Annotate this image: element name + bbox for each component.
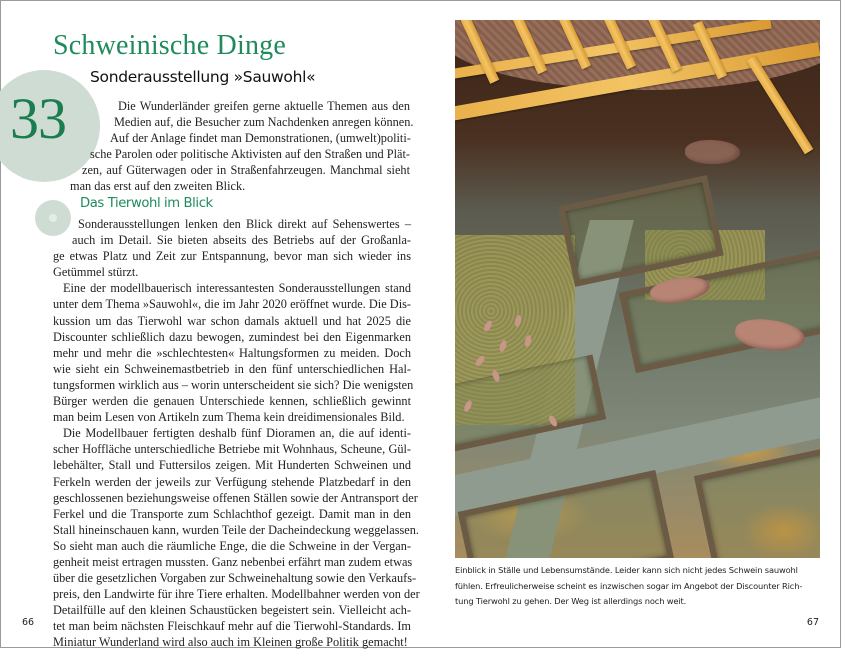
text-line: mehr und mehr die »schlechtesten« Haltungsformen zu meiden. Doch — [53, 345, 411, 360]
text-line: tet man beim nächsten Fleischkauf mehr auf die Tierwohl-Standards. Im — [53, 619, 411, 634]
diorama-photo — [455, 20, 820, 558]
text-line: geschlossenen beziehungsweise offenen Ställen sowie der Antransport der — [53, 490, 418, 505]
text-line: Auf der Anlage findet man Demonstrationen, (umwelt)politi- — [110, 131, 411, 146]
right-page — [420, 0, 841, 648]
section-heading: Das Tierwohl im Blick — [80, 196, 213, 211]
chapter-number: 33 — [10, 86, 66, 151]
caption-line: fühlen. Erfreulicherweise scheint es inzwischen sogar im Angebot der Discounter Rich- — [455, 580, 803, 591]
pen-wall — [694, 447, 820, 558]
text-line: über die gesetzlichen Vorgaben zur Schweinehaltung sowie den Verkaufs- — [53, 571, 417, 586]
text-line: unter dem Thema »Sauwohl«, die im Jahr 2020 eröffnet wurde. Die Dis- — [53, 297, 411, 312]
text-line: auch im Detail. Sie bieten abseits des Betriebs auf der Großanla- — [72, 233, 411, 248]
text-line: genheit meist ertragen mussten. Ganz nebenbei erfährt man zudem etwas — [53, 554, 413, 569]
text-line: scher Hoffläche unterschiedliche Betriebe mit Wohnhaus, Scheune, Gül- — [53, 442, 411, 457]
section-body — [53, 216, 420, 651]
page-number-left: 66 — [22, 617, 35, 628]
text-line: man das erst auf den zweiten Blick. — [70, 179, 246, 194]
text-line: Ferkel und die Transporte zum Schlachthof gezeigt. Damit man in den — [53, 506, 411, 521]
caption-line: Einblick in Ställe und Lebensumstände. Leider kann sich nicht jedes Schwein sauwohl — [455, 565, 798, 575]
chapter-title: Schweinische Dinge — [53, 30, 286, 61]
chapter-subtitle: Sonderausstellung »Sauwohl« — [90, 68, 316, 86]
text-line: Miniatur Wunderland wird also auch im Kleinen große Politik gemacht! — [53, 635, 408, 650]
caption-line: tung Tierwohl zu gehen. Der Weg ist allerdings noch weit. — [455, 596, 687, 606]
text-line: preis, den Landwirte für ihre Tiere erhalten. Modellbahner werden von der — [53, 587, 420, 602]
paragraph — [53, 425, 420, 650]
text-line: Medien auf, die Besucher zum Nachdenken anregen können. — [114, 115, 414, 130]
text-line: ge etwas Platz und Zeit zur Entspannung, bevor man sich wieder ins — [53, 249, 411, 264]
text-line: Ferkeln werden der jeweils zur Verfügung stehende Platzbedarf in den — [53, 474, 411, 489]
left-page — [0, 0, 420, 648]
text-line: kussion um das Tierwohl war schon damals aktuell und hat 2025 die — [53, 313, 411, 328]
text-line: So sieht man auch die räumliche Enge, die die Schweine in der Vergan- — [53, 538, 411, 553]
text-line: lebehälter, Stall und Futtersilos zeigen. Mit Hunderten Schweinen und — [53, 458, 411, 473]
text-line: Detailfülle auf den kleinen Schaustücken begeistert sein. Vielleicht ach- — [53, 603, 411, 618]
text-line: zen, auf Güterwagen oder in Straßenfahrzeugen. Manchmal sieht — [82, 163, 410, 178]
text-line: sche Parolen oder politische Aktivisten auf den Straßen und Plät- — [90, 147, 410, 162]
photo-caption — [455, 563, 820, 610]
text-line: Eine der modellbauerisch interessantesten Sonderausstellungen stand — [63, 281, 411, 296]
pig — [685, 140, 740, 164]
intro-paragraph — [70, 98, 414, 195]
text-line: wie sieht ein Schweinemastbetrieb in den fünf unterschiedlichen Hal- — [53, 361, 411, 376]
paragraph — [53, 280, 414, 425]
text-line: Discounter schließlich dazu bewogen, zumindest bei den Eigenmarken — [53, 329, 411, 344]
text-line: tungsformen wirklich aus – worin unterscheident sie sich? Die wenigsten — [53, 377, 414, 392]
text-line: Getümmel stürzt. — [53, 265, 139, 280]
text-line: Die Wunderländer greifen gerne aktuelle Themen aus den — [118, 99, 410, 113]
text-line: Sonderausstellungen lenken den Blick direkt auf Sehenswertes – — [78, 217, 411, 231]
page-number-right: 67 — [806, 617, 819, 628]
paragraph — [53, 216, 411, 280]
text-line: Stall hineinschauen kann, wurden Teile der Dacheindeckung weggelassen. — [53, 522, 419, 537]
text-line: Die Modellbauer fertigten deshalb fünf Dioramen an, die auf identi- — [63, 426, 411, 441]
text-line: man beim Lesen von Artikeln zum Thema kein dreidimensionales Bild. — [53, 410, 405, 425]
text-line: Bürger werden die genauen Unterschiede kennen, schließlich gewinnt — [53, 394, 411, 409]
